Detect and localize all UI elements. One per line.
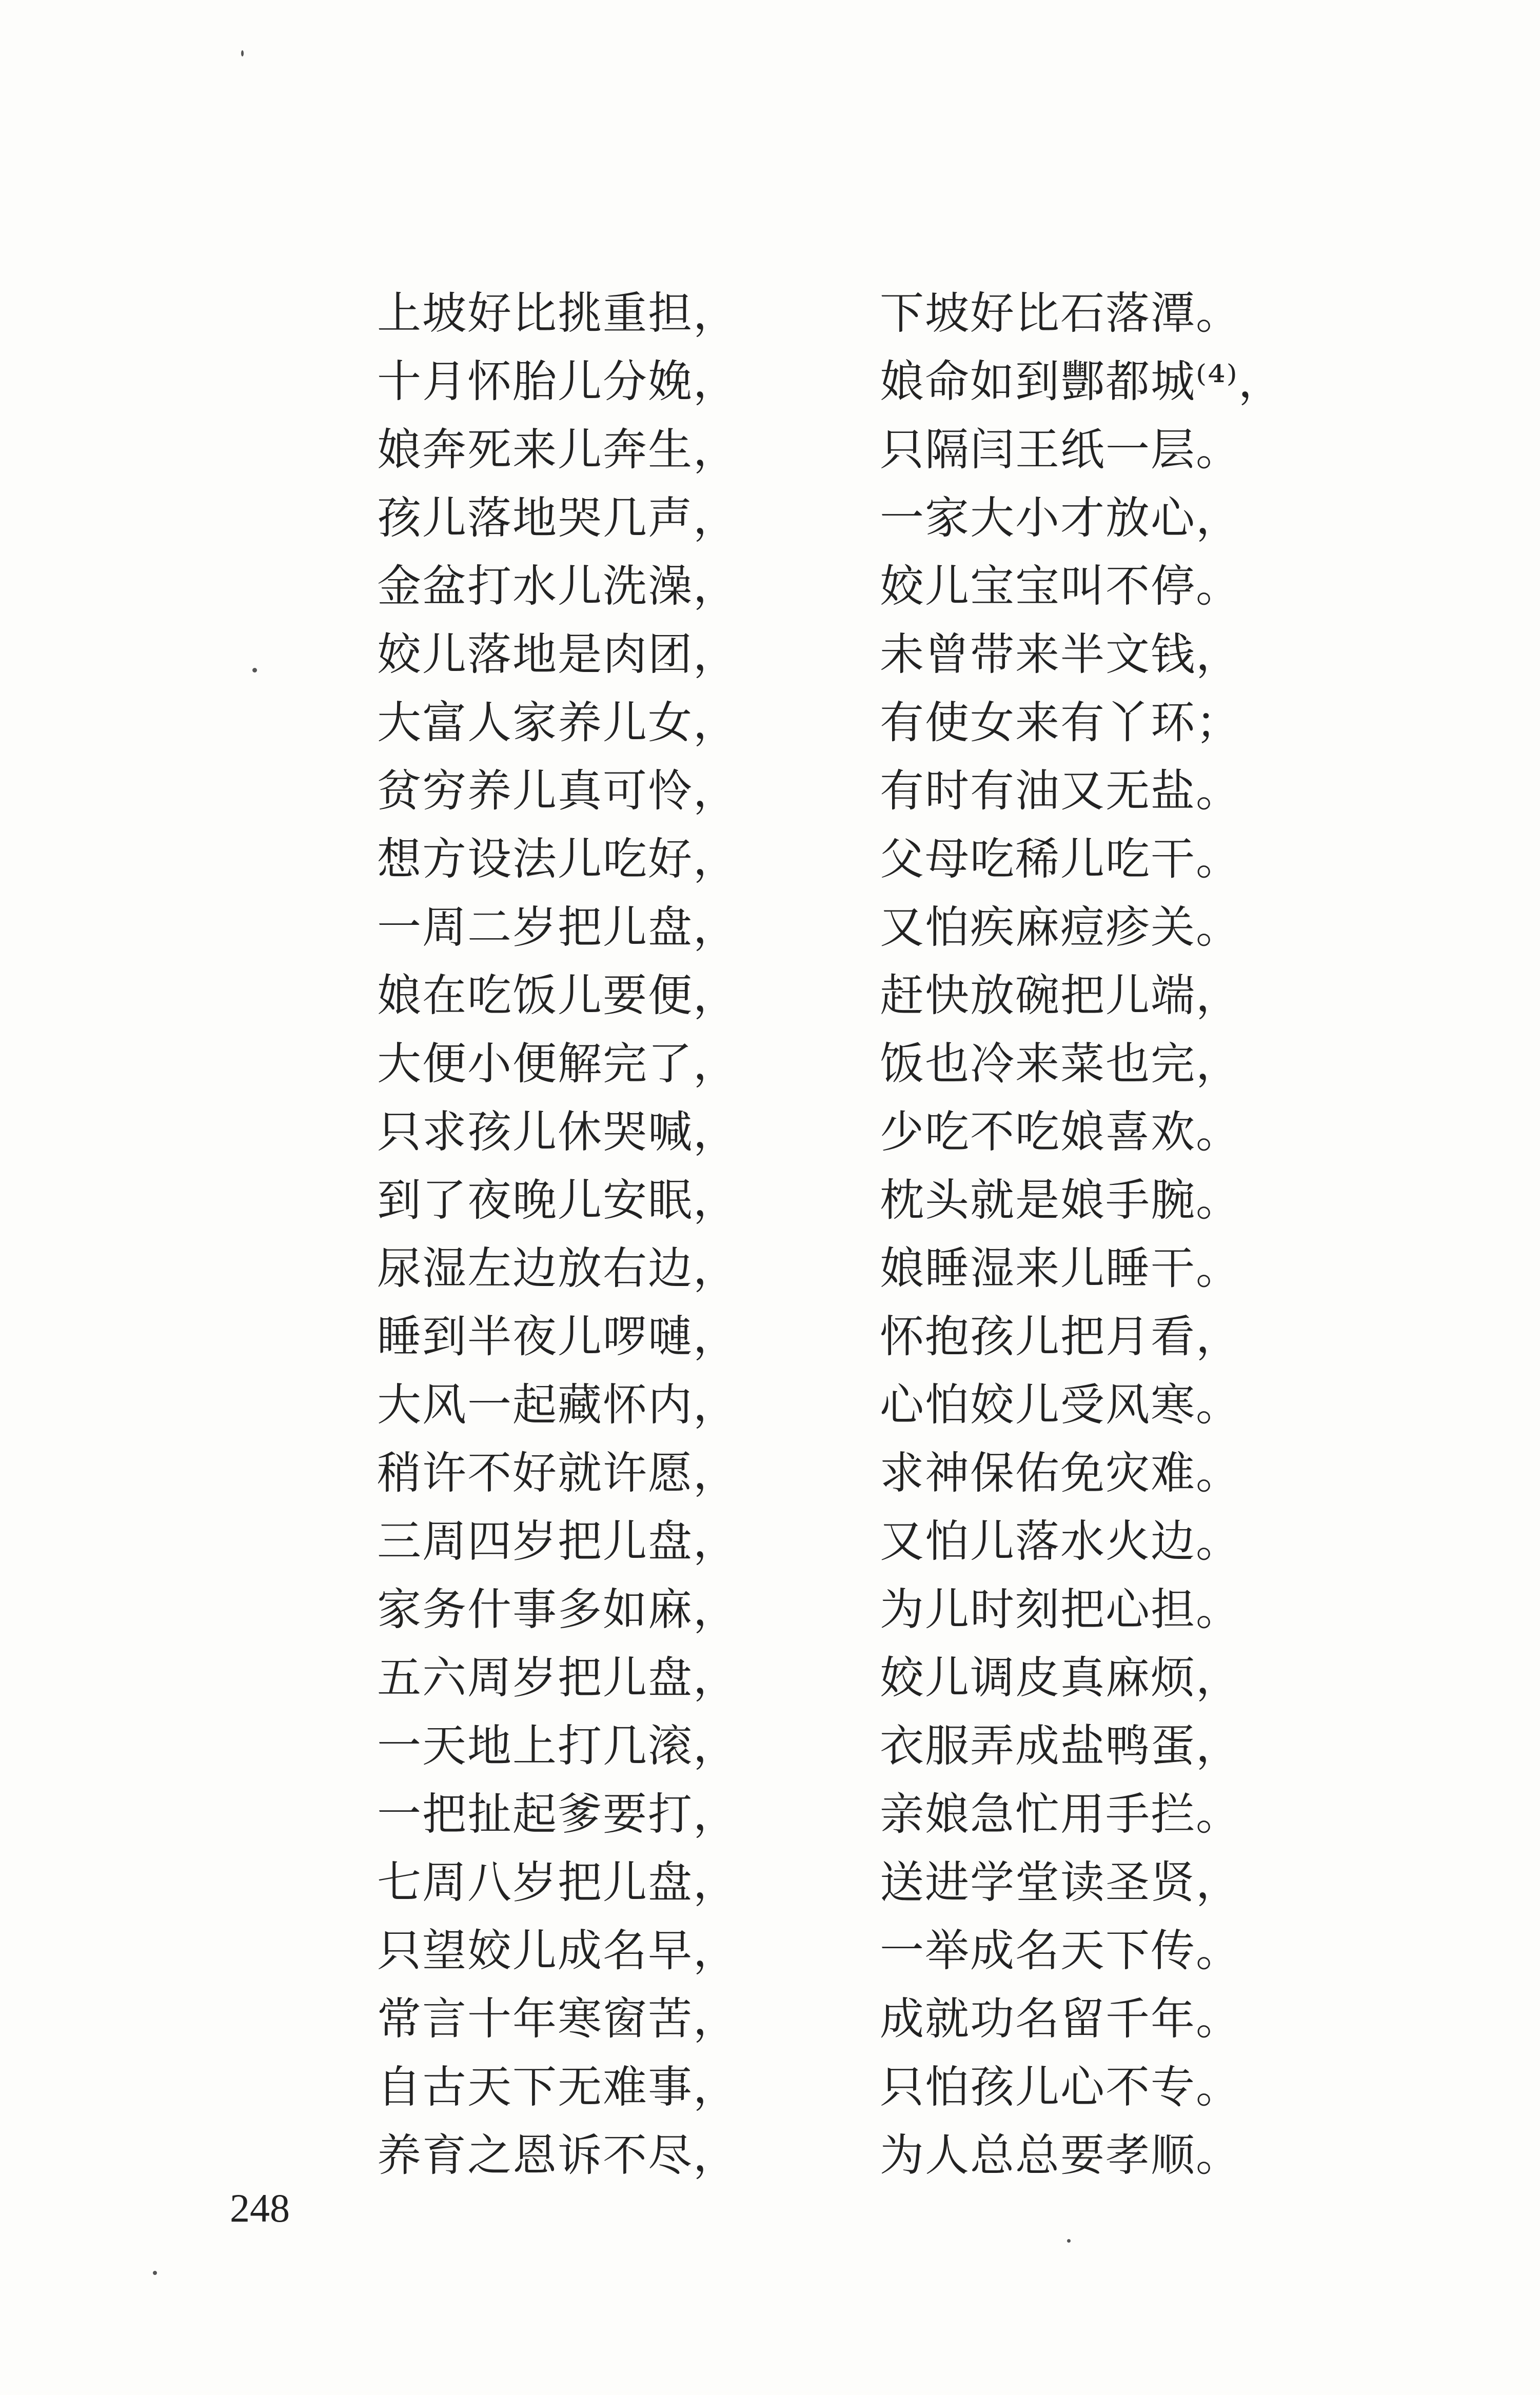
poem-line-right: 枕头就是娘手腕。	[880, 1175, 1241, 1226]
poem-line	[0, 1030, 1540, 1098]
poem-line	[0, 1235, 1540, 1303]
poem-line	[0, 348, 1540, 416]
poem-line-left: 稍许不好就许愿，	[377, 1448, 738, 1499]
poem-line-right: 衣服弄成盐鸭蛋，	[880, 1720, 1241, 1772]
poem-line-left: 只求孩儿休哭喊，	[377, 1106, 738, 1158]
poem-line-right: 又怕疾麻痘疹关。	[880, 902, 1241, 953]
poem-line	[0, 416, 1540, 484]
poem-line-left: 一把扯起爹要打，	[377, 1789, 738, 1840]
poem-line-left: 娘奔死来儿奔生，	[377, 424, 738, 476]
poem-line-left: 一天地上打几滚，	[377, 1720, 738, 1772]
poem-line-right: 少吃不吃娘喜欢。	[880, 1106, 1241, 1158]
poem-line-right: 为儿时刻把心担。	[880, 1584, 1241, 1635]
poem-line-left: 一周二岁把儿盘，	[377, 902, 738, 953]
poem-line	[0, 484, 1540, 552]
poem-line-left: 十月怀胎儿分娩，	[377, 356, 738, 407]
poem-line	[0, 552, 1540, 621]
poem-line-left: 金盆打水儿洗澡，	[377, 561, 738, 612]
poem-line-left: 只望姣儿成名早，	[377, 1925, 738, 1976]
poem-line	[0, 1508, 1540, 1576]
poem-line-right: 一家大小才放心，	[880, 492, 1241, 544]
poem-line-right: 有时有油又无盐。	[880, 765, 1241, 817]
poem-line-left: 娘在吃饭儿要便，	[377, 970, 738, 1021]
poem-line-left: 睡到半夜儿啰嗹，	[377, 1311, 738, 1362]
poem-line	[0, 280, 1540, 348]
poem-line-left: 家务什事多如麻，	[377, 1584, 738, 1635]
poem-line-right: 心怕姣儿受风寒。	[880, 1379, 1241, 1431]
poem-line-left: 孩儿落地哭几声，	[377, 492, 738, 544]
poem-line	[0, 621, 1540, 689]
poem-line	[0, 2053, 1540, 2122]
poem-line-right: 又怕儿落水火边。	[880, 1516, 1241, 1567]
poem-line-right: 娘命如到酆都城⁽⁴⁾，	[880, 356, 1284, 407]
poem-line-right: 一举成名天下传。	[880, 1925, 1241, 1976]
poem-line-right: 只怕孩儿心不专。	[880, 2062, 1241, 2113]
scan-speck	[1067, 2239, 1071, 2243]
poem-line-left: 想方设法儿吃好，	[377, 834, 738, 885]
poem-line	[0, 825, 1540, 894]
poem-line	[0, 1985, 1540, 2053]
poem-line-right: 饭也冷来菜也完，	[880, 1038, 1241, 1090]
poem-line-left: 三周四岁把儿盘，	[377, 1516, 738, 1567]
poem-line	[0, 1644, 1540, 1712]
poem-line-right: 姣儿宝宝叫不停。	[880, 561, 1241, 612]
poem-line	[0, 1303, 1540, 1371]
scan-speck	[153, 2271, 157, 2275]
page-number: 248	[230, 2186, 290, 2230]
poem-line-left: 养育之恩诉不尽，	[377, 2130, 738, 2181]
poem-line-left: 尿湿左边放右边，	[377, 1243, 738, 1294]
poem-line-left: 常言十年寒窗苦，	[377, 1993, 738, 2045]
poem-line	[0, 1780, 1540, 1849]
poem-line	[0, 757, 1540, 825]
poem-line	[0, 894, 1540, 962]
scan-speck	[241, 50, 244, 56]
poem-line-left: 贫穷养儿真可怜，	[377, 765, 738, 817]
poem-line-left: 到了夜晚儿安眠，	[377, 1175, 738, 1226]
poem-line-right: 有使女来有丫环；	[880, 697, 1241, 748]
poem-line-right: 怀抱孩儿把月看，	[880, 1311, 1241, 1362]
poem-line-left: 姣儿落地是肉团，	[377, 629, 738, 680]
poem-line-right: 只隔闫王纸一层。	[880, 424, 1241, 476]
poem-body	[0, 280, 1540, 2190]
poem-line-left: 大便小便解完了，	[377, 1038, 738, 1090]
poem-line-right: 父母吃稀儿吃干。	[880, 834, 1241, 885]
poem-line-right: 姣儿调皮真麻烦，	[880, 1652, 1241, 1704]
poem-line-right: 为人总总要孝顺。	[880, 2130, 1241, 2181]
poem-line-right: 未曾带来半文钱，	[880, 629, 1241, 680]
poem-line-right: 下坡好比石落潭。	[880, 288, 1241, 339]
poem-line	[0, 2122, 1540, 2190]
poem-line	[0, 1166, 1540, 1235]
poem-line-right: 赶快放碗把儿端，	[880, 970, 1241, 1021]
poem-line	[0, 1712, 1540, 1780]
poem-line	[0, 689, 1540, 757]
poem-line	[0, 1439, 1540, 1508]
poem-line-left: 七周八岁把儿盘，	[377, 1857, 738, 1908]
poem-line-left: 五六周岁把儿盘，	[377, 1652, 738, 1704]
poem-line-right: 成就功名留千年。	[880, 1993, 1241, 2045]
poem-line-right: 求神保佑免灾难。	[880, 1448, 1241, 1499]
poem-line	[0, 1098, 1540, 1166]
poem-line-left: 自古天下无难事，	[377, 2062, 738, 2113]
poem-line	[0, 1576, 1540, 1644]
poem-line	[0, 1371, 1540, 1439]
poem-line-right: 亲娘急忙用手拦。	[880, 1789, 1241, 1840]
poem-line	[0, 962, 1540, 1030]
poem-line-left: 大风一起藏怀内，	[377, 1379, 738, 1431]
poem-line	[0, 1849, 1540, 1917]
poem-line	[0, 1917, 1540, 1985]
poem-line-right: 送进学堂读圣贤，	[880, 1857, 1241, 1908]
poem-line-right: 娘睡湿来儿睡干。	[880, 1243, 1241, 1294]
poem-line-left: 上坡好比挑重担，	[377, 288, 738, 339]
scan-speck	[252, 668, 257, 672]
poem-line-left: 大富人家养儿女，	[377, 697, 738, 748]
